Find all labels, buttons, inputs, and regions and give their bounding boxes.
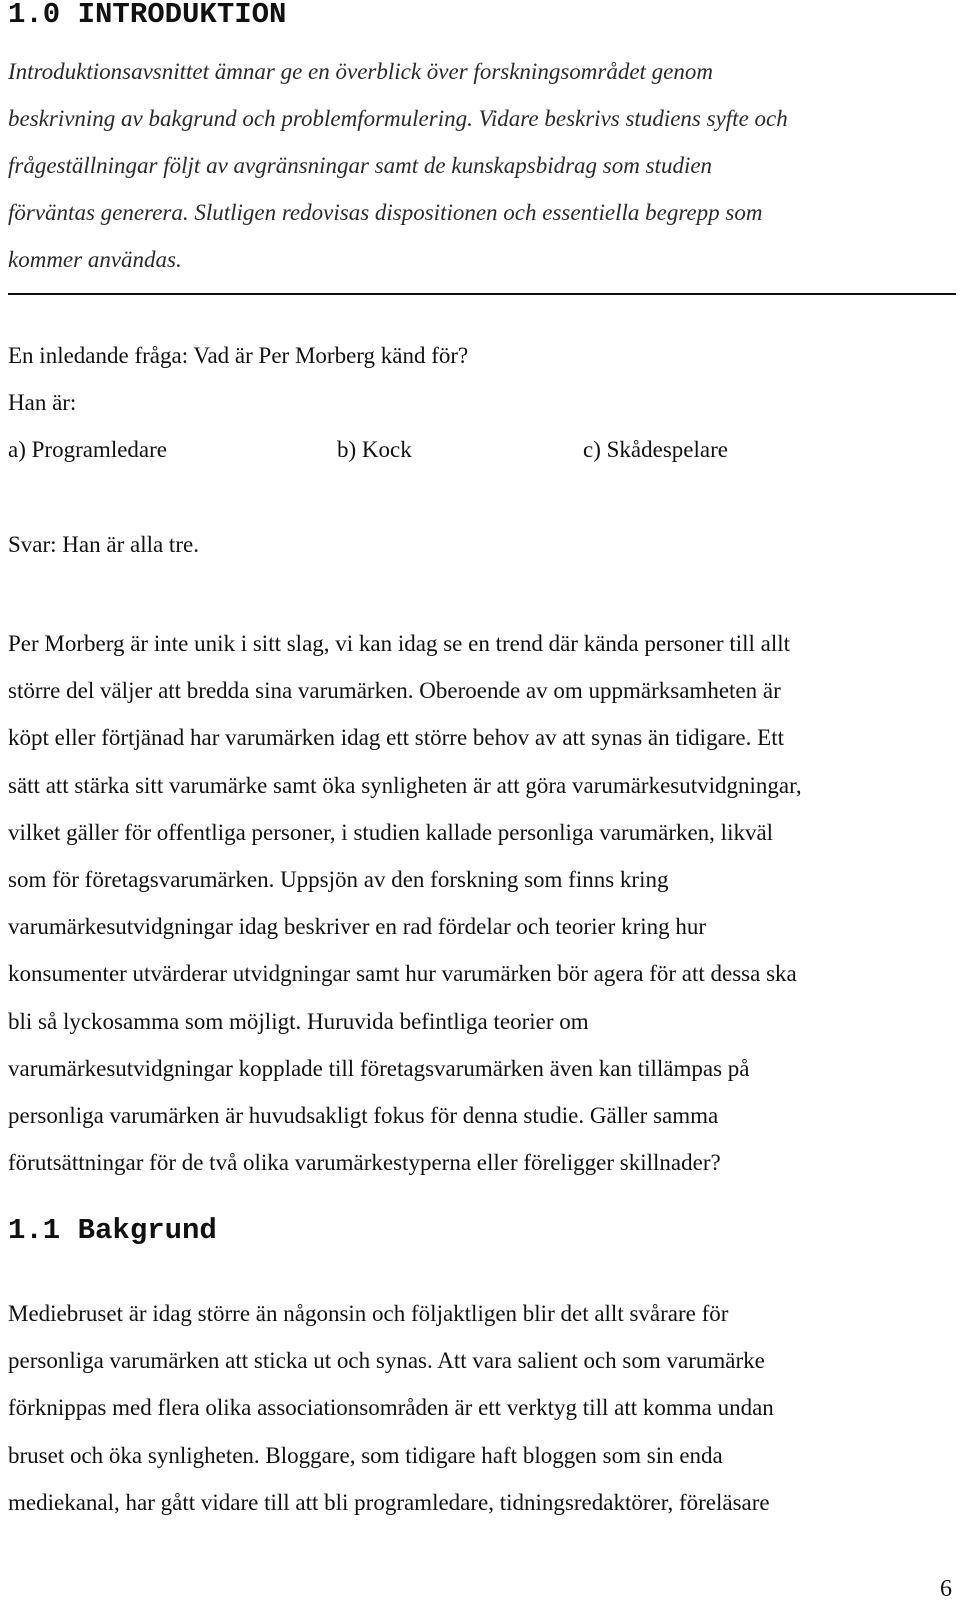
intro-line: beskrivning av bakgrund och problemformulering. Vidare beskrivs studiens syfte och (8, 106, 788, 131)
intro-line: kommer användas. (8, 247, 182, 272)
body-paragraph-1 (8, 620, 956, 1186)
question-line: En inledande fråga: Vad är Per Morberg känd för? (8, 343, 469, 368)
paragraph-line: personliga varumärken är huvudsakligt fokus för denna studie. Gäller samma (8, 1103, 719, 1129)
body-paragraph-2 (8, 1290, 956, 1526)
intro-line: förväntas generera. Slutligen redovisas dispositionen och essentiella begrepp som (8, 200, 763, 225)
paragraph-line: mediekanal, har gått vidare till att bli programledare, tidningsredaktörer, föreläsare (8, 1489, 770, 1515)
section-heading-introduktion: 1.0 INTRODUKTION (8, 0, 287, 31)
intro-italic-paragraph (8, 48, 938, 283)
paragraph-line: bruset och öka synligheten. Bloggare, som tidigare haft bloggen som sin enda (8, 1442, 723, 1468)
paragraph-line: som för företagsvarumärken. Uppsjön av den forskning som finns kring (8, 867, 669, 893)
paragraph-line: Mediebruset är idag större än någonsin och följaktligen blir det allt svårare för (8, 1301, 729, 1326)
paragraph-line: personliga varumärken att sticka ut och synas. Att vara salient och som varumärke (8, 1348, 765, 1374)
paragraph-line: vilket gäller för offentliga personer, i studien kallade personliga varumärken, likväl (8, 819, 774, 845)
paragraph-line: Per Morberg är inte unik i sitt slag, vi kan idag se en trend där kända personer till allt (8, 631, 791, 656)
paragraph-line: förutsättningar för de två olika varumärkestyperna eller föreligger skillnader? (8, 1150, 721, 1176)
option-b: b) Kock (337, 437, 412, 462)
paragraph-line: sätt att stärka sitt varumärke samt öka synligheten är att göra varumärkesutvidgningar, (8, 772, 802, 798)
paragraph-line: större del väljer att bredda sina varumärken. Oberoende av om uppmärksamheten är (8, 678, 781, 704)
paragraph-line: bli så lyckosamma som möjligt. Huruvida befintliga teorier om (8, 1008, 589, 1034)
option-c: c) Skådespelare (583, 437, 728, 462)
intro-line: frågeställningar följt av avgränsningar samt de kunskapsbidrag som studien (8, 153, 713, 178)
option-a: a) Programledare (8, 437, 168, 462)
paragraph-line: varumärkesutvidgningar kopplade till företagsvarumärken även kan tillämpas på (8, 1055, 750, 1081)
paragraph-line: konsumenter utvärderar utvidgningar samt hur varumärken bör agera för att dessa ska (8, 961, 797, 987)
question-prompt: Han är: (8, 390, 77, 415)
answer-line: Svar: Han är alla tre. (8, 532, 199, 557)
paragraph-line: förknippas med flera olika associationsområden är ett verktyg till att komma undan (8, 1395, 774, 1421)
intro-line: Introduktionsavsnittet ämnar ge en överblick över forskningsområdet genom (8, 59, 713, 84)
paragraph-line: varumärkesutvidgningar idag beskriver en rad fördelar och teorier kring hur (8, 914, 707, 940)
page-number: 6 (940, 1576, 952, 1602)
horizontal-divider (8, 293, 956, 295)
paragraph-line: köpt eller förtjänad har varumärken idag ett större behov av att synas än tidigare. Ett (8, 725, 784, 751)
section-heading-bakgrund: 1.1 Bakgrund (8, 1214, 217, 1247)
